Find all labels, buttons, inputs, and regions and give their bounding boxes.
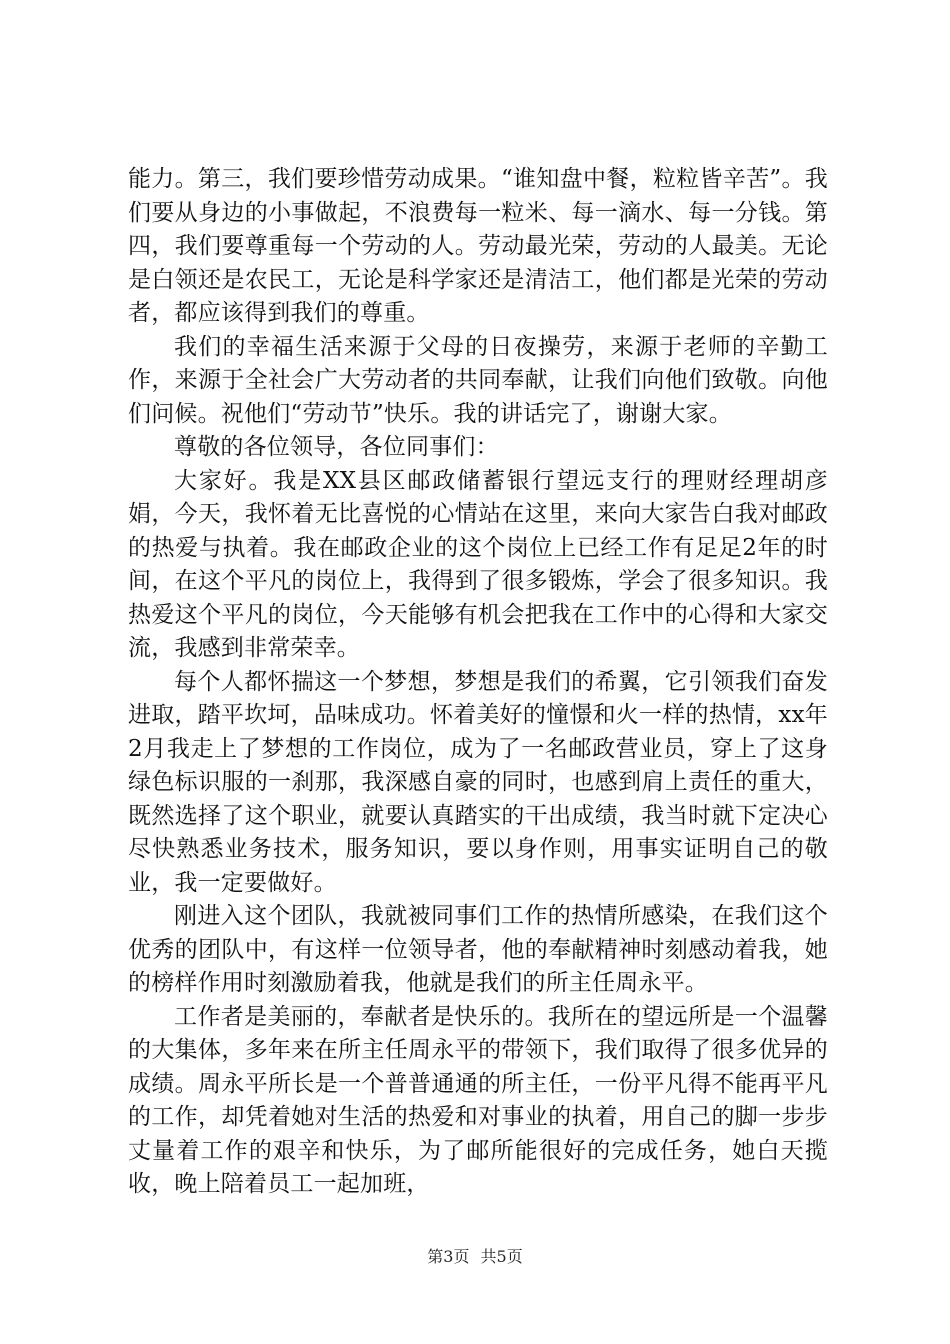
page-footer (0, 1244, 950, 1267)
salutation: 尊敬的各位领导，各位同事们： (174, 434, 499, 460)
paragraph: 每个人都怀揣这一个梦想，梦想是我们的希翼，它引领我们奋发进取，踏平坎坷，品味成功。怀着美好的憧憬和火一样的热情，xx年2月我走上了梦想的工作岗位，成为了一名邮政营业员，穿上了这身绿色标识服的一刹那，我深感自豪的同时，也感到肩上责任的重大，既然选择了这个职业，就要认真踏实的干出成绩，我当时就下定决心尽快熟悉业务技术，服务知识，要以身作则，用事实证明自己的敬业，我一定要做好。 (128, 668, 828, 896)
paragraph: 刚进入这个团队，我就被同事们工作的热情所感染，在我们这个优秀的团队中，有这样一位领导者，他的奉献精神时刻感动着我，她的榜样作用时刻激励着我，他就是我们的所主任周永平。 (128, 903, 828, 996)
page-total: 共5页 (480, 1247, 523, 1266)
paragraph: 我们的幸福生活来源于父母的日夜操劳，来源于老师的辛勤工作，来源于全社会广大劳动者的共同奉献，让我们向他们致敬。向他们问候。祝他们“劳动节”快乐。我的讲话完了，谢谢大家。 (128, 333, 828, 427)
document-body (128, 163, 828, 1202)
paragraph: 能力。第三，我们要珍惜劳动成果。“谁知盘中餐，粒粒皆辛苦”。我们要从身边的小事做起，不浪费每一粒米、每一滴水、每一分钱。第四，我们要尊重每一个劳动的人。劳动最光荣，劳动的人最美。无论是白领还是农民工，无论是科学家还是清洁工，他们都是光荣的劳动者，都应该得到我们的尊重。 (128, 166, 828, 326)
paragraph: 工作者是美丽的，奉献者是快乐的。我所在的望远所是一个温馨的大集体，多年来在所主任周永平的带领下，我们取得了很多优异的成绩。周永平所长是一个普普通通的所主任，一份平凡得不能再平凡的工作，却凭着她对生活的热爱和对事业的执着，用自己的脚一步步丈量着工作的艰辛和快乐，为了邮所能很好的完成任务，她白天揽收，晚上陪着员工一起加班， (128, 1003, 828, 1197)
page-number: 第3页 (427, 1247, 470, 1266)
paragraph: 大家好。我是XX县区邮政储蓄银行望远支行的理财经理胡彦娟，今天，我怀着无比喜悦的心情站在这里，来向大家告白我对邮政的热爱与执着。我在邮政企业的这个岗位上已经工作有足足2年的时间，在这个平凡的岗位上，我得到了很多锻炼，学会了很多知识。我热爱这个平凡的岗位，今天能够有机会把我在工作中的心得和大家交流，我感到非常荣幸。 (128, 467, 828, 661)
